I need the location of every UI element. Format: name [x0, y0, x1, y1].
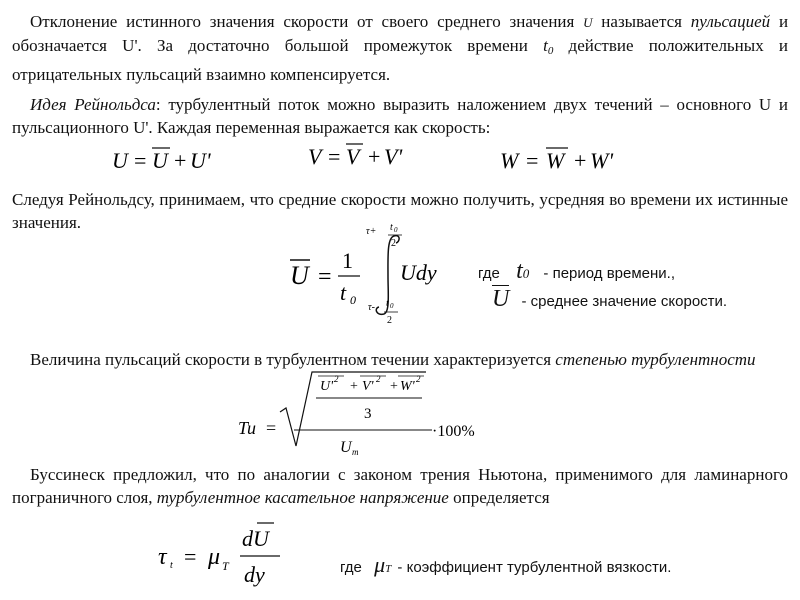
para1-text-2: называется	[601, 12, 682, 31]
lower-frac-den: 2	[387, 315, 392, 326]
para1-text-3: и обозначается U'. За достаточно большой промежуток времени	[12, 12, 789, 55]
formula-u-plus: +	[174, 148, 187, 173]
formula-v-fluct: V'	[384, 144, 403, 169]
formula-w-decomposition	[500, 148, 613, 173]
tu-times: ·100%	[432, 423, 475, 440]
formula-u-fluct: U'	[190, 148, 211, 173]
formula-v-decomposition	[308, 144, 402, 169]
turbulence-intensity-term: степенью турбулентности	[555, 350, 756, 369]
boussinesq-end: определяется	[453, 488, 550, 507]
tau-lhs: τ	[158, 544, 167, 570]
velocity-decomposition-formulas	[0, 140, 800, 180]
tu-den-sub: m	[352, 447, 359, 457]
tau-den: dy	[244, 562, 265, 587]
tu-pow-u: 2	[334, 374, 339, 384]
mean-formula-lhs: U	[290, 261, 309, 290]
turbulent-stress-formula	[156, 518, 296, 594]
note-turbulent-viscosity	[340, 552, 671, 578]
turbulence-intensity-text: Величина пульсаций скорости в турбулентном течении характеризуется	[30, 350, 552, 369]
mean-velocity-integral-formula	[280, 222, 460, 332]
note2-where: где	[340, 559, 362, 576]
boussinesq-text: Буссинеск предложил, что по аналогии с законом трения Ньютона, применимого для ламинарного пограничного слоя,	[12, 465, 788, 507]
formula-v-eq: =	[328, 144, 341, 169]
reynolds-idea-term: Идея Рейнольдса	[30, 95, 156, 114]
averaging-text: Следуя Рейнольдсу, принимаем, что средние скорости можно получить, усредняя во времени их истинные значения.	[12, 190, 788, 232]
paragraph-pulsation	[12, 10, 788, 86]
tu-plus-1: +	[350, 379, 358, 394]
formula-u-lhs: U	[112, 148, 128, 173]
para1-text-4: действие положительных и отрицательных пульсаций взаимно компенсируется.	[12, 36, 789, 84]
para1-text-1: Отклонение истинного значения скорости от своего среднего значения	[30, 12, 575, 31]
mean-formula-den-sub: 0	[350, 293, 356, 307]
tu-den-3: 3	[364, 406, 372, 422]
formula-w-fluct: W'	[590, 148, 614, 173]
tu-term-u: U'	[320, 379, 334, 394]
formula-v-mean: V	[346, 144, 360, 169]
formula-u-decomposition	[112, 148, 211, 173]
note-period	[478, 258, 675, 285]
lower-limit: τ-	[368, 302, 375, 313]
mean-formula-den: t	[340, 280, 347, 305]
tau-num: dU	[242, 526, 269, 551]
note-period-desc: - период времени.,	[543, 265, 676, 282]
para1-t0: $t_0$	[543, 36, 554, 57]
tau-lhs-sub: t	[170, 560, 173, 571]
tu-plus-2: +	[390, 379, 398, 394]
para1-symbol-u: U	[583, 15, 593, 30]
note-mean-velocity	[492, 286, 727, 313]
tu-pow-w: 2	[416, 374, 421, 384]
tu-radicand	[318, 374, 424, 394]
mean-formula-eq: =	[318, 264, 332, 290]
note-ubar: U	[492, 286, 510, 312]
note2-mu: μT	[374, 552, 392, 577]
formula-v-plus: +	[368, 144, 381, 169]
lower-frac-num: t	[386, 298, 389, 309]
turbulence-intensity-formula	[236, 368, 496, 464]
boussinesq-term: турбулентное касательное напряжение	[156, 488, 449, 507]
tau-eq: =	[184, 544, 197, 569]
tu-term-w: W'	[400, 379, 415, 394]
formula-w-eq: =	[526, 148, 539, 173]
note-t0: t0	[516, 258, 530, 284]
para1-term-pulsation: пульсацией	[690, 12, 771, 31]
tu-lhs: Tu	[238, 418, 257, 438]
tu-eq: =	[266, 418, 277, 438]
tu-pow-v: 2	[376, 374, 381, 384]
note-mean-desc: - среднее значение скорости.	[521, 293, 728, 310]
formula-u-mean: U	[152, 148, 168, 173]
formula-v-lhs: V	[308, 144, 322, 169]
tu-den-u: U	[340, 439, 352, 456]
note-where: где	[478, 265, 500, 282]
formula-u-eq: =	[134, 148, 147, 173]
tau-mu-sub: T	[222, 559, 229, 573]
tau-mu: μ	[208, 544, 221, 570]
formula-w-mean: W	[546, 148, 565, 173]
upper-frac-sub: 0	[394, 226, 398, 234]
tu-term-v: V'	[362, 379, 374, 394]
upper-frac-den: 2	[391, 238, 396, 249]
formula-w-lhs: W	[500, 148, 519, 173]
upper-frac-num: t	[390, 222, 393, 233]
mean-formula-num: 1	[342, 248, 353, 273]
reynolds-idea-text: : турбулентный поток можно выразить наложением двух течений – основного U и пульсационного U'. Каждая переменная выражается как скорость:	[12, 95, 788, 137]
upper-limit: τ+	[366, 226, 377, 237]
lower-frac-sub: 0	[390, 302, 394, 310]
paragraph-boussinesq	[12, 463, 788, 509]
note2-desc: - коэффициент турбулентной вязкости.	[397, 559, 672, 576]
formula-w-plus: +	[574, 148, 587, 173]
paragraph-reynolds-idea	[12, 93, 788, 139]
mean-formula-integrand: Udy	[400, 260, 437, 285]
